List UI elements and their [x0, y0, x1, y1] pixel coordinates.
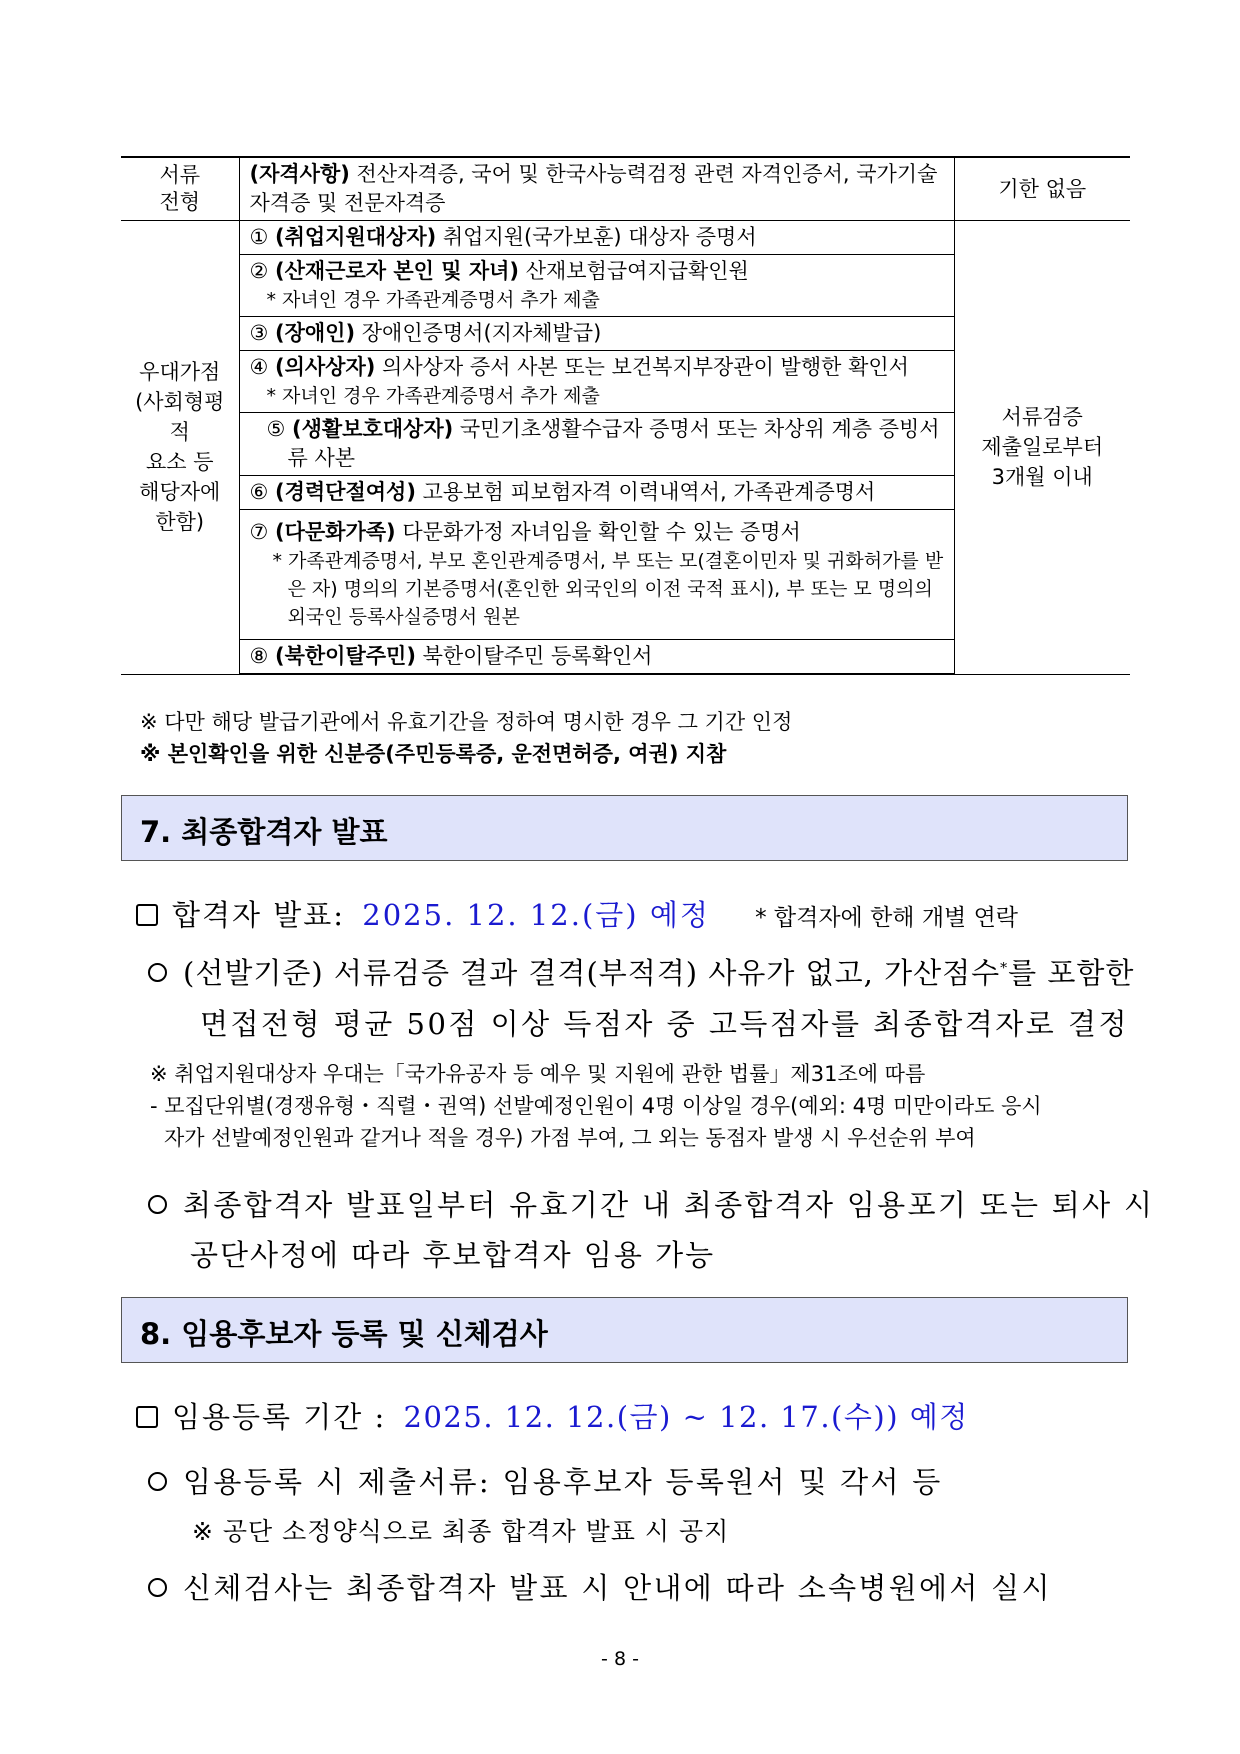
bonus-item-7: ⑦ (다문화가족) 다문화가정 자녀임을 확인할 수 있는 증명서 * 가족관계증명서, 부모 혼인관계증명서, 부 또는 모(결혼이민자 및 귀화허가를 받은 자) 명의의 기본증명서(혼인한 외국인의 이전 국적 표시), 부 또는 모 명의의 외국인 등록사실증명서 원본: [239, 510, 954, 640]
reserve-line-1: 최종합격자 발표일부터 유효기간 내 최종합격자 임용포기 또는 퇴사 시: [148, 1183, 1154, 1224]
law-reference: ※ 취업지원대상자 우대는「국가유공자 등 예우 및 지원에 관한 법률」제31조에 따름: [150, 1062, 926, 1086]
registration-period-date: 2025. 12. 12.(금) ~ 12. 17.(수)) 예정: [403, 1400, 969, 1434]
section-7-title: 7. 최종합격자 발표: [140, 815, 388, 849]
bonus-item-3: ③ (장애인) 장애인증명서(지자체발급): [239, 317, 954, 351]
registration-docs-note: ※ 공단 소정양식으로 최종 합격자 발표 시 공지: [192, 1517, 730, 1546]
registration-period-line: 임용등록 기간 : 2025. 12. 12.(금) ~ 12. 17.(수)) 예정: [136, 1395, 969, 1436]
cell-category-bonus: 우대가점 (사회형평적 요소 등 해당자에 한함): [121, 221, 239, 675]
bullet-circle-icon: [148, 963, 167, 982]
bonus-rule-line-1: - 모집단위별(경쟁유형・직렬・권역) 선발예정인원이 4명 이상일 경우(예외: 4명 미만이라도 응시: [150, 1094, 1042, 1118]
bonus-item-2: ② (산재근로자 본인 및 자녀) 산재보험급여지급확인원 * 자녀인 경우 가족관계증명서 추가 제출: [239, 255, 954, 317]
registration-docs-line: 임용등록 시 제출서류: 임용후보자 등록원서 및 각서 등: [148, 1460, 943, 1501]
table-row-bonus-1: [121, 221, 1130, 255]
bonus-item-8: ⑧ (북한이탈주민) 북한이탈주민 등록확인서: [239, 640, 954, 675]
table-row-qualifications: [121, 157, 1130, 221]
bullet-circle-icon: [148, 1578, 167, 1597]
requirements-table: [121, 156, 1130, 675]
announce-line: 합격자 발표: 2025. 12. 12.(금) 예정 * 합격자에 한해 개별 연락: [136, 893, 1018, 934]
section-8-header: [121, 1297, 1128, 1363]
cell-qualifications: (자격사항) 전산자격증, 국어 및 한국사능력검정 관련 자격인증서, 국가기술자격증 및 전문자격증: [239, 157, 954, 221]
cell-deadline-none: 기한 없음: [954, 157, 1130, 221]
criteria-line-1: (선발기준) 서류검증 결과 결격(부적격) 사유가 없고, 가산점수*를 포함한: [148, 951, 1134, 992]
cell-deadline-3months: 서류검증 제출일로부터 3개월 이내: [954, 221, 1130, 675]
announce-date: 2025. 12. 12.(금) 예정: [362, 898, 710, 932]
cell-category-document: 서류 전형: [121, 157, 239, 221]
announce-note: * 합격자에 한해 개별 연락: [755, 905, 1019, 931]
section-7-header: [121, 795, 1128, 861]
bonus-item-6: ⑥ (경력단절여성) 고용보험 피보험자격 이력내역서, 가족관계증명서: [239, 476, 954, 510]
checkbox-square-icon: [136, 904, 158, 926]
section-8-title: 8. 임용후보자 등록 및 신체검사: [140, 1317, 548, 1351]
checkbox-square-icon: [136, 1406, 158, 1428]
criteria-line-2: 면접전형 평균 50점 이상 득점자 중 고득점자를 최종합격자로 결정: [200, 1007, 1130, 1041]
bonus-item-4: ④ (의사상자) 의사상자 증서 사본 또는 보건복지부장관이 발행한 확인서 * 자녀인 경우 가족관계증명서 추가 제출: [239, 351, 954, 413]
bonus-rule-line-2: 자가 선발예정인원과 같거나 적을 경우) 가점 부여, 그 외는 동점자 발생 시 우선순위 부여: [164, 1126, 976, 1150]
reserve-line-2: 공단사정에 따라 후보합격자 임용 가능: [190, 1238, 716, 1272]
note-id-required: ※ 본인확인을 위한 신분증(주민등록증, 운전면허증, 여권) 지참: [140, 742, 727, 766]
bonus-item-5: ⑤ (생활보호대상자) 국민기초생활수급자 증명서 또는 차상위 계층 증빙서류 사본: [239, 413, 954, 476]
page-number: - 8 -: [601, 1648, 639, 1670]
physical-exam-line: 신체검사는 최종합격자 발표 시 안내에 따라 소속병원에서 실시: [148, 1566, 1052, 1607]
bonus-item-1: ① (취업지원대상자) 취업지원(국가보훈) 대상자 증명서: [239, 221, 954, 255]
bullet-circle-icon: [148, 1195, 167, 1214]
bullet-circle-icon: [148, 1472, 167, 1491]
note-validity-period: ※ 다만 해당 발급기관에서 유효기간을 정하여 명시한 경우 그 기간 인정: [140, 710, 793, 734]
